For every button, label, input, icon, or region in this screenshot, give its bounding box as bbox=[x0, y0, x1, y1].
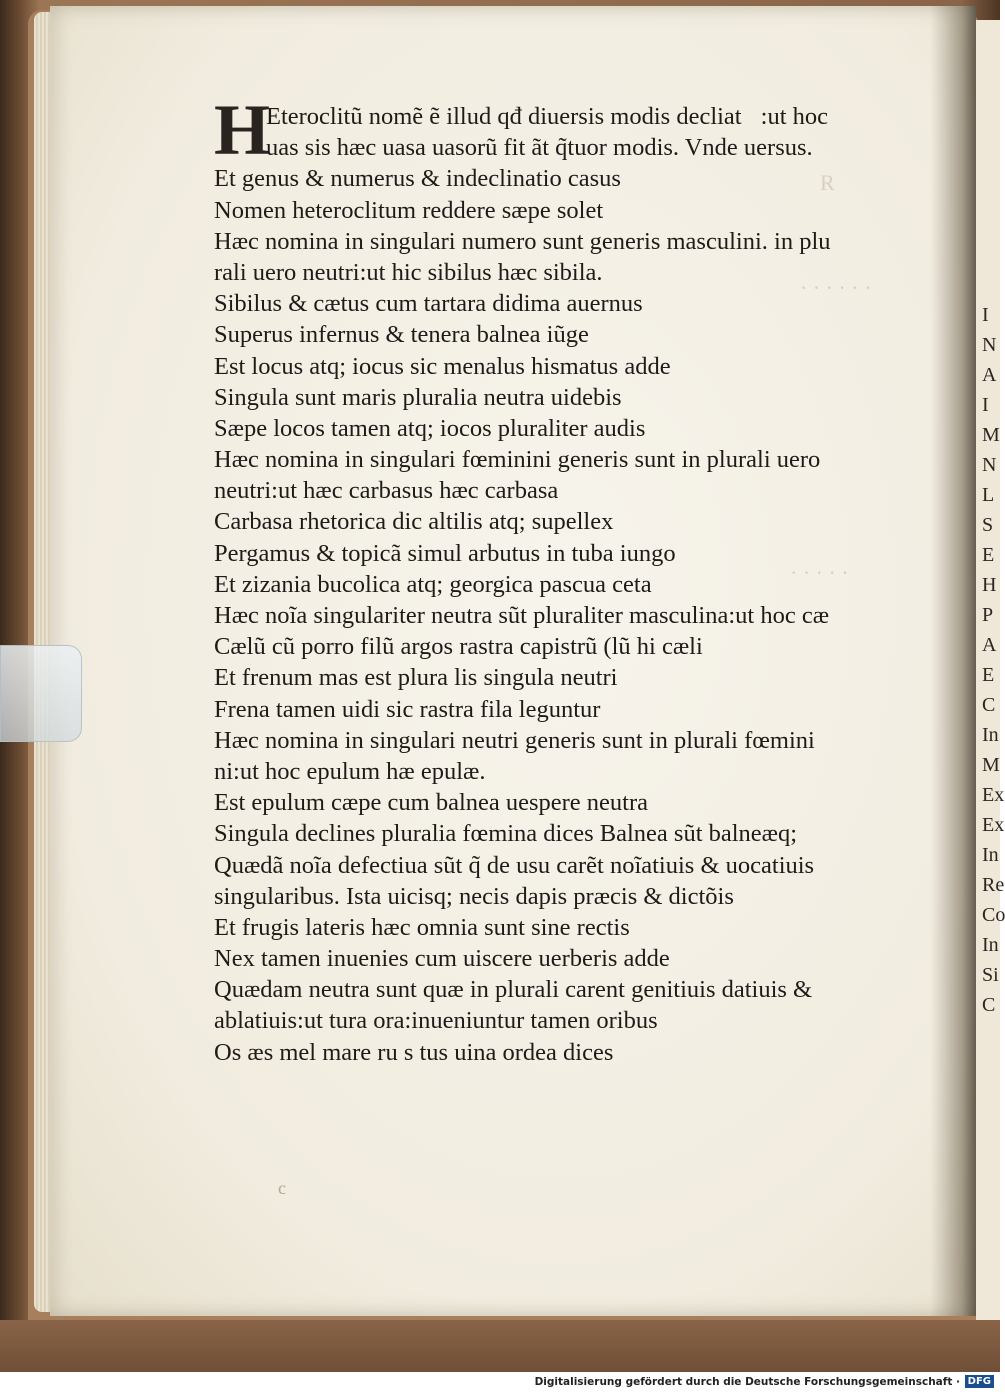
text-line: Nex tamen inuenies cum uiscere uerberis adde bbox=[214, 945, 670, 973]
footer-credit: Digitalisierung gefördert durch die Deutsche Forschungsgemeinschaft · bbox=[534, 1376, 960, 1388]
decorated-initial: H bbox=[214, 90, 271, 170]
text-line: Et frugis lateris hæc omnia sunt sine rectis bbox=[214, 913, 630, 941]
text-line: ablatiuis:ut tura ora:inueniuntur tamen oribus bbox=[214, 1007, 658, 1035]
text-line: Cælũ cũ porro filũ argos rastra capistrũ (lũ hi cæli bbox=[214, 633, 703, 661]
text-line: Os æs mel mare ru s tus uina ordea dices bbox=[214, 1038, 614, 1066]
facing-page-letter: I bbox=[982, 394, 989, 416]
facing-page-letter: N bbox=[982, 454, 997, 476]
text-line: Superus infernus & tenera balnea iũge bbox=[214, 321, 589, 349]
text-line: Carbasa rhetorica dic altilis atq; supellex bbox=[214, 508, 614, 536]
text-line: Sibilus & cætus cum tartara didima auernus bbox=[214, 290, 643, 318]
facing-page-letter: S bbox=[982, 514, 994, 536]
text-line: uas sis hæc uasa uasorũ fit ãt q̃tuor modis. Vnde uersus. bbox=[266, 134, 813, 162]
facing-page-letter: In bbox=[982, 934, 999, 956]
facing-page-letter: A bbox=[982, 634, 997, 656]
facing-page-letter: Re bbox=[982, 874, 1005, 896]
text-line: Hæc nomina in singulari numero sunt generis masculini. in plu bbox=[214, 227, 831, 255]
dfg-logo: DFG bbox=[965, 1375, 994, 1388]
signature-mark: c bbox=[278, 1178, 286, 1198]
facing-page-letter: In bbox=[982, 724, 999, 746]
facing-page-letter: H bbox=[982, 574, 997, 596]
text-line: Frena tamen uidi sic rastra fila leguntur bbox=[214, 695, 601, 723]
facing-page-letter: E bbox=[982, 664, 995, 686]
show-through-text: · · · · · bbox=[790, 560, 849, 585]
text-line: Est locus atq; iocus sic menalus hismatus adde bbox=[214, 352, 671, 380]
text-line: singularibus. Ista uicisq; necis dapis præcis & dictõis bbox=[214, 882, 734, 910]
text-line: Et zizania bucolica atq; georgica pascua ceta bbox=[214, 570, 652, 598]
text-line: Singula declines pluralia fœmina dices Balnea sũt balneæq; bbox=[214, 820, 798, 848]
text-line: Hæc nomina in singulari neutri generis sunt in plurali fœmini bbox=[214, 726, 815, 754]
facing-page-letter: Ex bbox=[982, 784, 1005, 806]
facing-page-letter: In bbox=[982, 844, 999, 866]
facing-page-letter: A bbox=[982, 364, 997, 386]
page-text-block bbox=[214, 90, 914, 1068]
facing-page-letter: Co bbox=[982, 904, 1005, 926]
facing-page-letter: C bbox=[982, 694, 996, 716]
show-through-text: R bbox=[820, 170, 835, 195]
text-line: rali uero neutri:ut hic sibilus hæc sibila. bbox=[214, 258, 603, 286]
facing-page-letter: P bbox=[982, 604, 994, 626]
facing-page-letter: C bbox=[982, 994, 996, 1016]
text-line: Hæc noĩa singulariter neutra sũt pluraliter masculina:ut hoc cæ bbox=[214, 602, 830, 629]
text-line: Nomen heteroclitum reddere sæpe solet bbox=[214, 196, 604, 224]
text-line: Hæc nomina in singulari fœminini generis sunt in plurali uero bbox=[214, 446, 821, 474]
text-line: Quædam neutra sunt quæ in plurali carent genitiuis datiuis & bbox=[214, 976, 813, 1004]
facing-page-letter: M bbox=[982, 754, 1000, 776]
facing-page-letter: N bbox=[982, 334, 997, 356]
text-line: Et frenum mas est plura lis singula neutri bbox=[214, 664, 618, 692]
page-clip bbox=[0, 645, 82, 742]
show-through-text: · · · · · · bbox=[800, 275, 872, 300]
facing-page-letter: Si bbox=[982, 964, 999, 986]
gutter-shadow bbox=[930, 6, 976, 1316]
text-line: Singula sunt maris pluralia neutra uidebis bbox=[214, 383, 622, 411]
facing-page-letter: M bbox=[982, 424, 1000, 446]
facing-page-letter: I bbox=[982, 304, 989, 326]
facing-page-letter: E bbox=[982, 544, 995, 566]
text-line: Est epulum cæpe cum balnea uespere neutra bbox=[214, 789, 649, 817]
lower-cover-edge bbox=[0, 1320, 1000, 1372]
text-line: Pergamus & topicã simul arbutus in tuba iungo bbox=[214, 539, 676, 567]
text-line: neutri:ut hæc carbasus hæc carbasa bbox=[214, 477, 559, 505]
text-line: ni:ut hoc epulum hæ epulæ. bbox=[214, 757, 486, 785]
digitization-footer bbox=[0, 1372, 1000, 1394]
text-line: Eteroclitũ nomẽ ẽ illud qđ diuersis modis decliat᷑:ut hoc bbox=[266, 103, 829, 130]
text-line: Quædã noĩa defectiua sũt q̃ de usu carẽt noĩatiuis & uocatiuis bbox=[214, 851, 815, 879]
text-line: Sæpe locos tamen atq; iocos pluraliter audis bbox=[214, 414, 646, 442]
facing-page-letter: L bbox=[982, 484, 995, 506]
facing-page-text bbox=[982, 300, 1005, 1020]
text-line: Et genus & numerus & indeclinatio casus bbox=[214, 165, 621, 193]
facing-page-letter: Ex bbox=[982, 814, 1005, 836]
